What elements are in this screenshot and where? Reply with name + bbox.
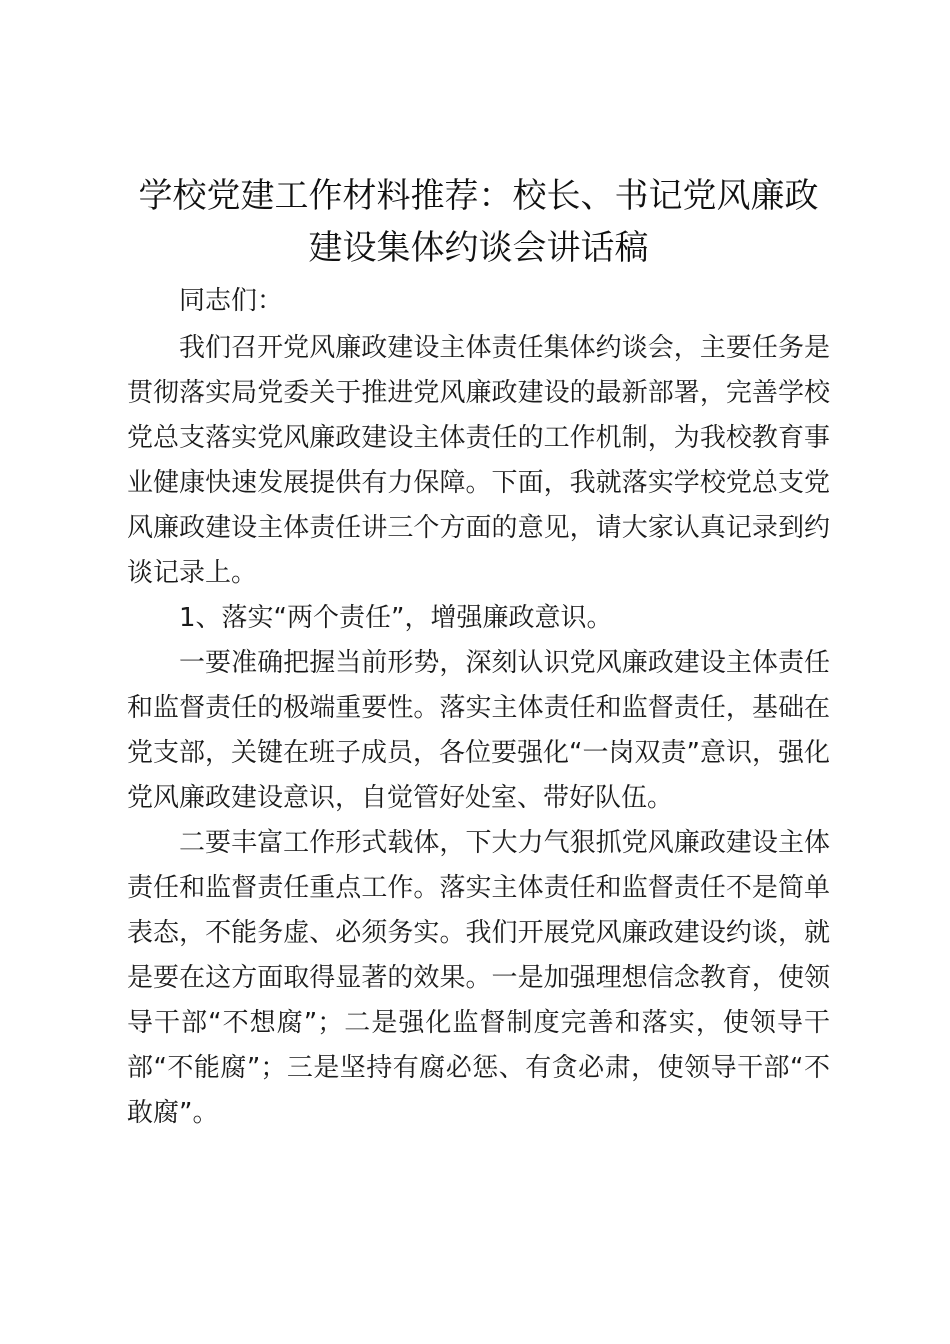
salutation: 同志们： <box>179 286 284 316</box>
section-heading-1: 1、落实“两个责任”，增强廉政意识。 <box>179 603 613 633</box>
paragraph-point-2: 二要丰富工作形式载体，下大力气狠抓党风廉政建设主体责任和监督责任重点工作。落实主体责任和监督责任不是简单表态，不能务虚、必须务实。我们开展党风廉政建设约谈，就是要在这方面取得显著的效果。一是加强理想信念教育，使领导干部“不想腐”；二是强化监督制度完善和落实，使领导干部“不能腐”；三是坚持有腐必惩、有贪必肃，使领导干部“不敢腐”。 <box>127 828 830 1128</box>
paragraph-point-1: 一要准确把握当前形势，深刻认识党风廉政建设主体责任和监督责任的极端重要性。落实主体责任和监督责任，基础在党支部，关键在班子成员，各位要强化“一岗双责”意识，强化党风廉政建设意识，自觉管好处室、带好队伍。 <box>127 648 830 813</box>
paragraph-intro: 我们召开党风廉政建设主体责任集体约谈会，主要任务是贯彻落实局党委关于推进党风廉政建设的最新部署，完善学校党总支落实党风廉政建设主体责任的工作机制，为我校教育事业健康快速发展提供有力保障。下面，我就落实学校党总支党风廉政建设主体责任讲三个方面的意见，请大家认真记录到约谈记录上。 <box>127 333 830 588</box>
document-title: 学校党建工作材料推荐：校长、书记党风廉政建设集体约谈会讲话稿 <box>138 176 819 268</box>
document-body <box>127 170 830 1136</box>
